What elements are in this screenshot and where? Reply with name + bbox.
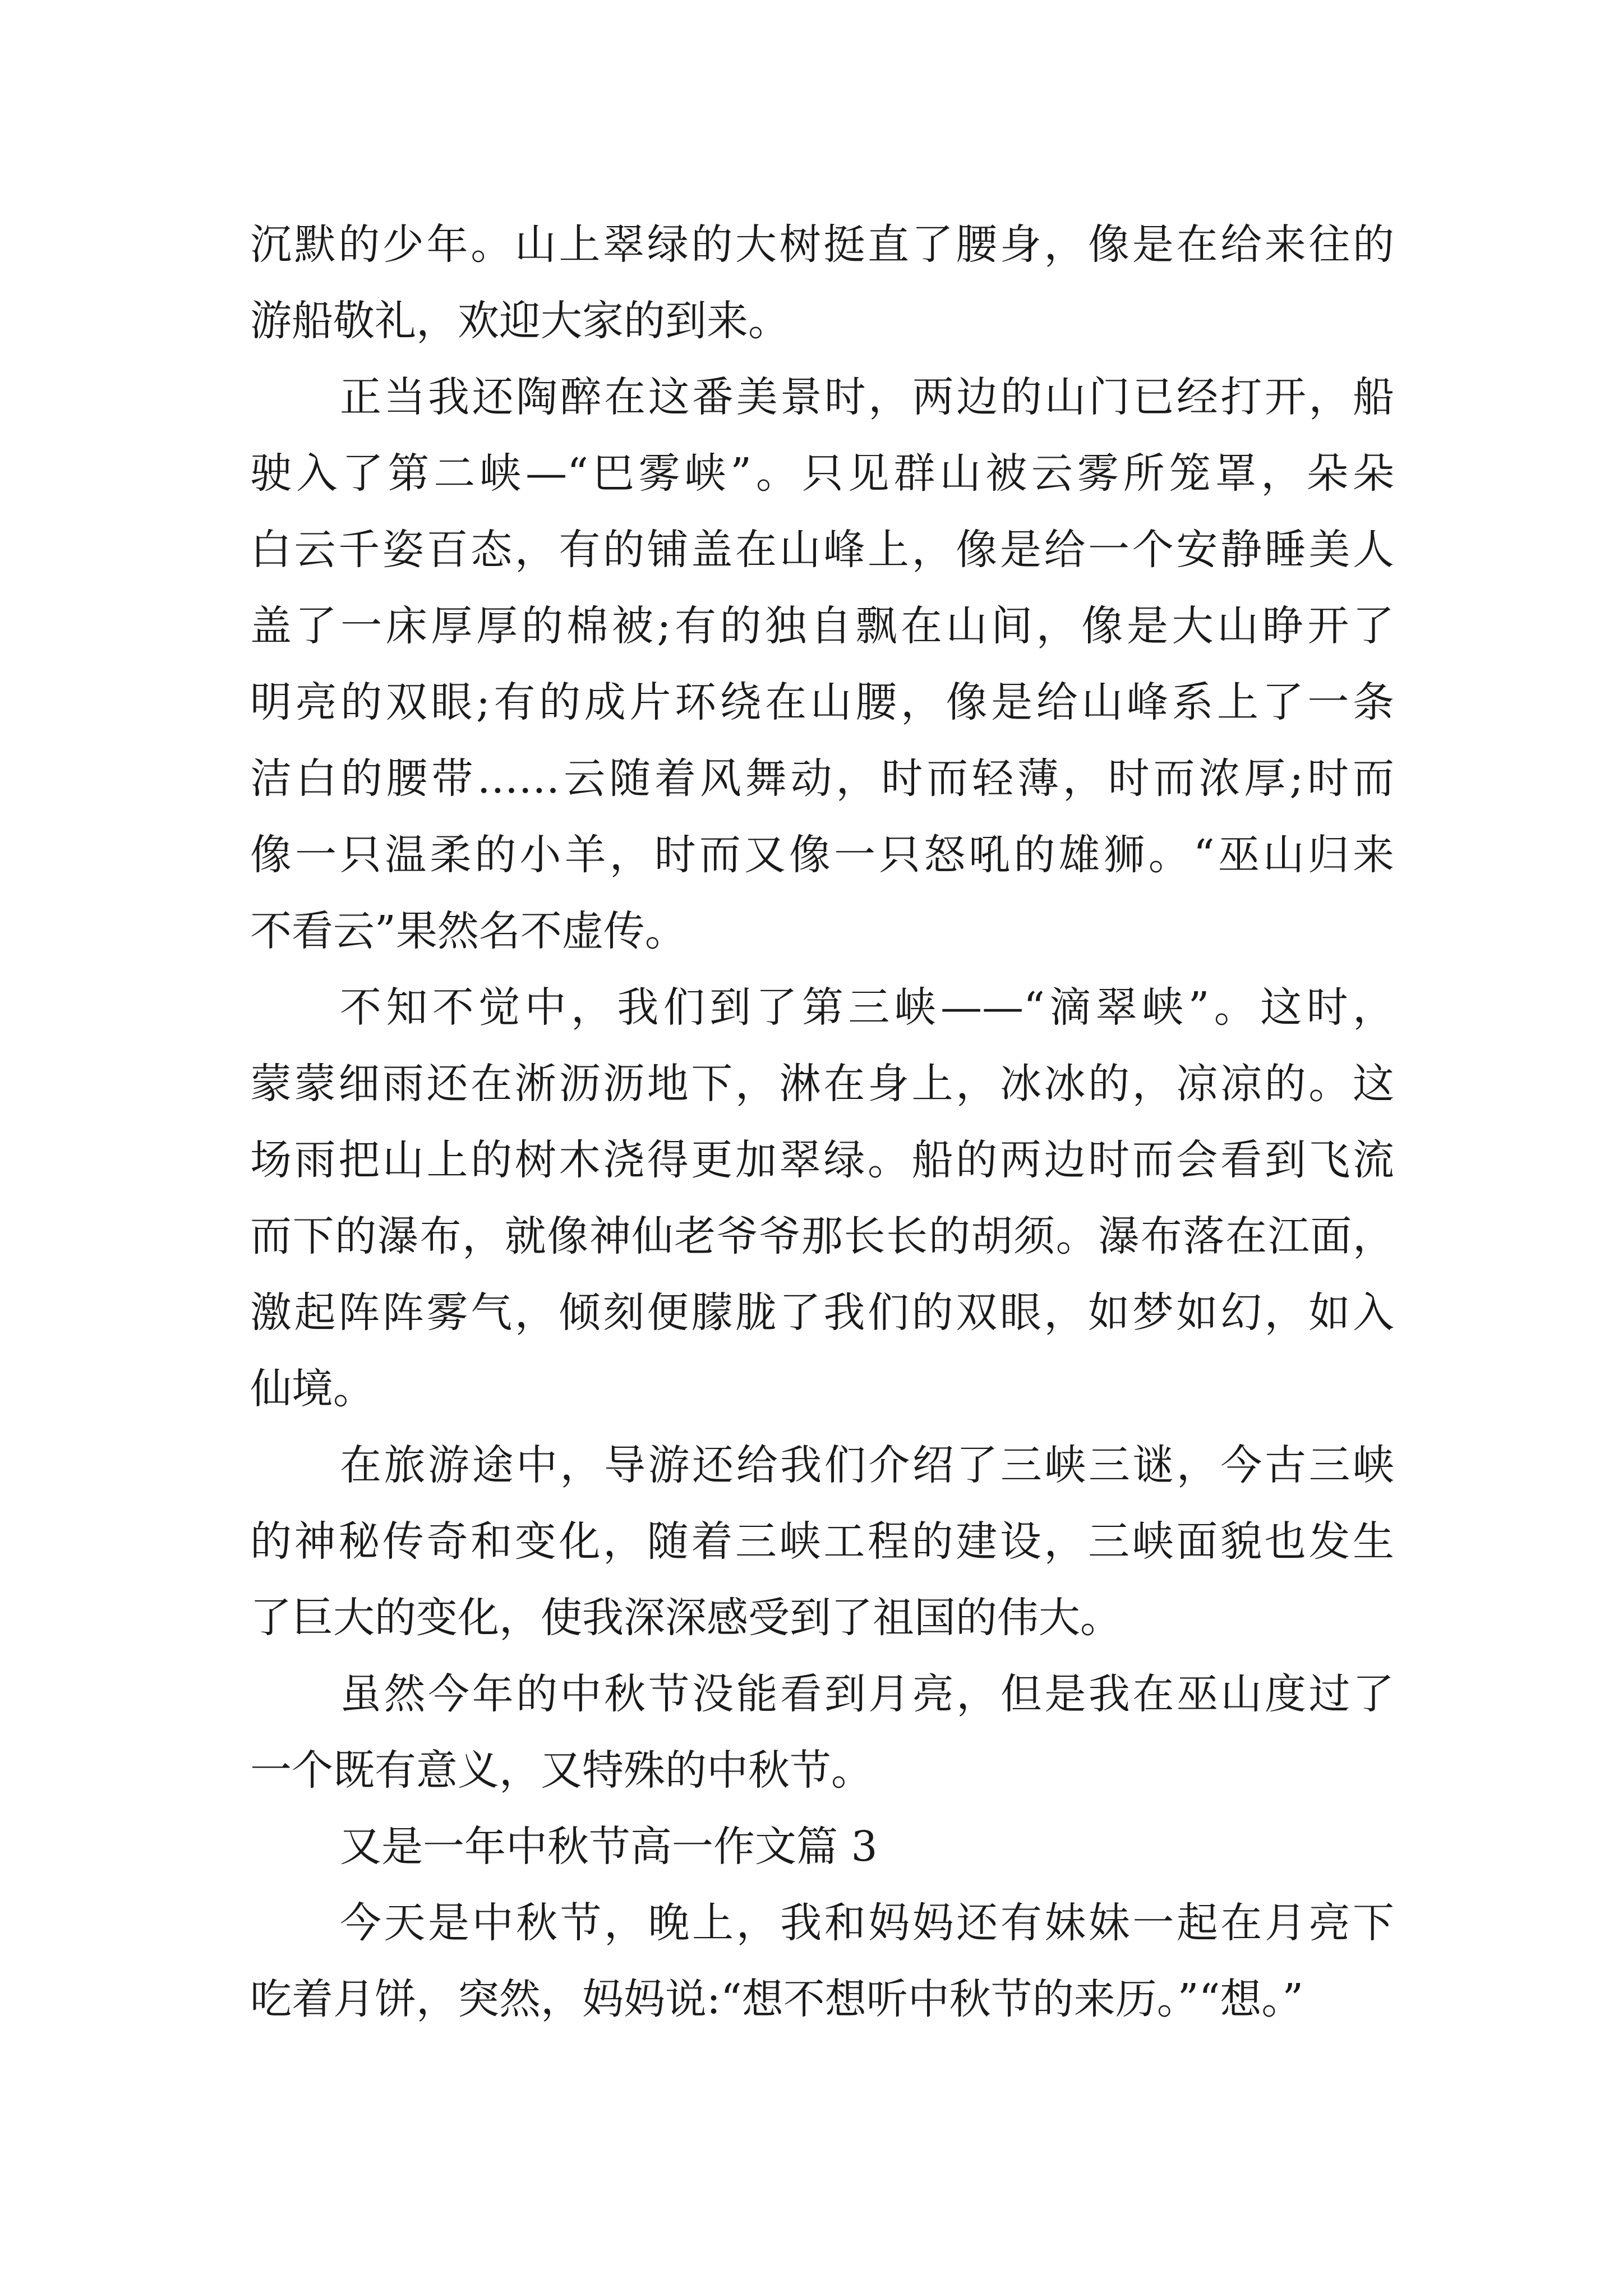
text-line: 正当我还陶醉在这番美景时，两边的山门已经打开，船 [340,373,1394,421]
text-line: 不看云”果然名不虚传。 [250,907,686,955]
document-body [250,206,1394,2037]
text-line: 而下的瀑布，就像神仙老爷爷那长长的胡须。瀑布落在江面， [250,1212,1394,1260]
text-line: 沉默的少年。山上翠绿的大树挺直了腰身，像是在给来往的 [250,220,1394,269]
text-line: 白云千姿百态，有的铺盖在山峰上，像是给一个安静睡美人 [250,526,1394,574]
text-line: 吃着月饼，突然，妈妈说:“想不想听中秋节的来历。”“想。” [250,1975,1304,2023]
paragraph [250,359,1394,969]
paragraph [250,1427,1394,1656]
text-line: 洁白的腰带……云随着风舞动，时而轻薄，时而浓厚;时而 [250,754,1394,803]
text-line: 明亮的双眼;有的成片环绕在山腰，像是给山峰系上了一条 [250,678,1394,726]
text-line: 像一只温柔的小羊，时而又像一只怒吼的雄狮。“巫山归来 [250,831,1394,879]
text-line: 游船敬礼，欢迎大家的到来。 [250,297,790,345]
paragraph [250,1885,1394,2037]
text-line: 激起阵阵雾气，倾刻便朦胧了我们的双眼，如梦如幻，如入 [250,1289,1394,1337]
text-line: 不知不觉中，我们到了第三峡——“滴翠峡”。这时， [340,983,1394,1032]
paragraph [250,969,1394,1427]
text-line: 虽然今年的中秋节没能看到月亮，但是我在巫山度过了 [340,1670,1394,1718]
text-line: 今天是中秋节，晚上，我和妈妈还有妹妹一起在月亮下 [340,1899,1394,1947]
paragraph [250,206,1394,359]
text-line: 了巨大的变化，使我深深感受到了祖国的伟大。 [250,1594,1122,1642]
text-line: 一个既有意义，又特殊的中秋节。 [250,1746,873,1795]
text-line: 在旅游途中，导游还给我们介绍了三峡三谜，今古三峡 [340,1441,1394,1489]
text-line: 又是一年中秋节高一作文篇 3 [340,1823,878,1871]
text-line: 仙境。 [250,1365,375,1413]
text-line: 的神秘传奇和变化，随着三峡工程的建设，三峡面貌也发生 [250,1517,1394,1566]
text-line: 驶入了第二峡—“巴雾峡”。只见群山被云雾所笼罩，朵朵 [250,449,1394,498]
paragraph [250,1656,1394,1809]
section-heading [250,1809,1394,1885]
text-line: 蒙蒙细雨还在淅沥沥地下，淋在身上，冰冰的，凉凉的。这 [250,1060,1394,1108]
text-line: 场雨把山上的树木浇得更加翠绿。船的两边时而会看到飞流 [250,1136,1394,1184]
text-line: 盖了一床厚厚的棉被;有的独自飘在山间，像是大山睁开了 [250,602,1394,650]
